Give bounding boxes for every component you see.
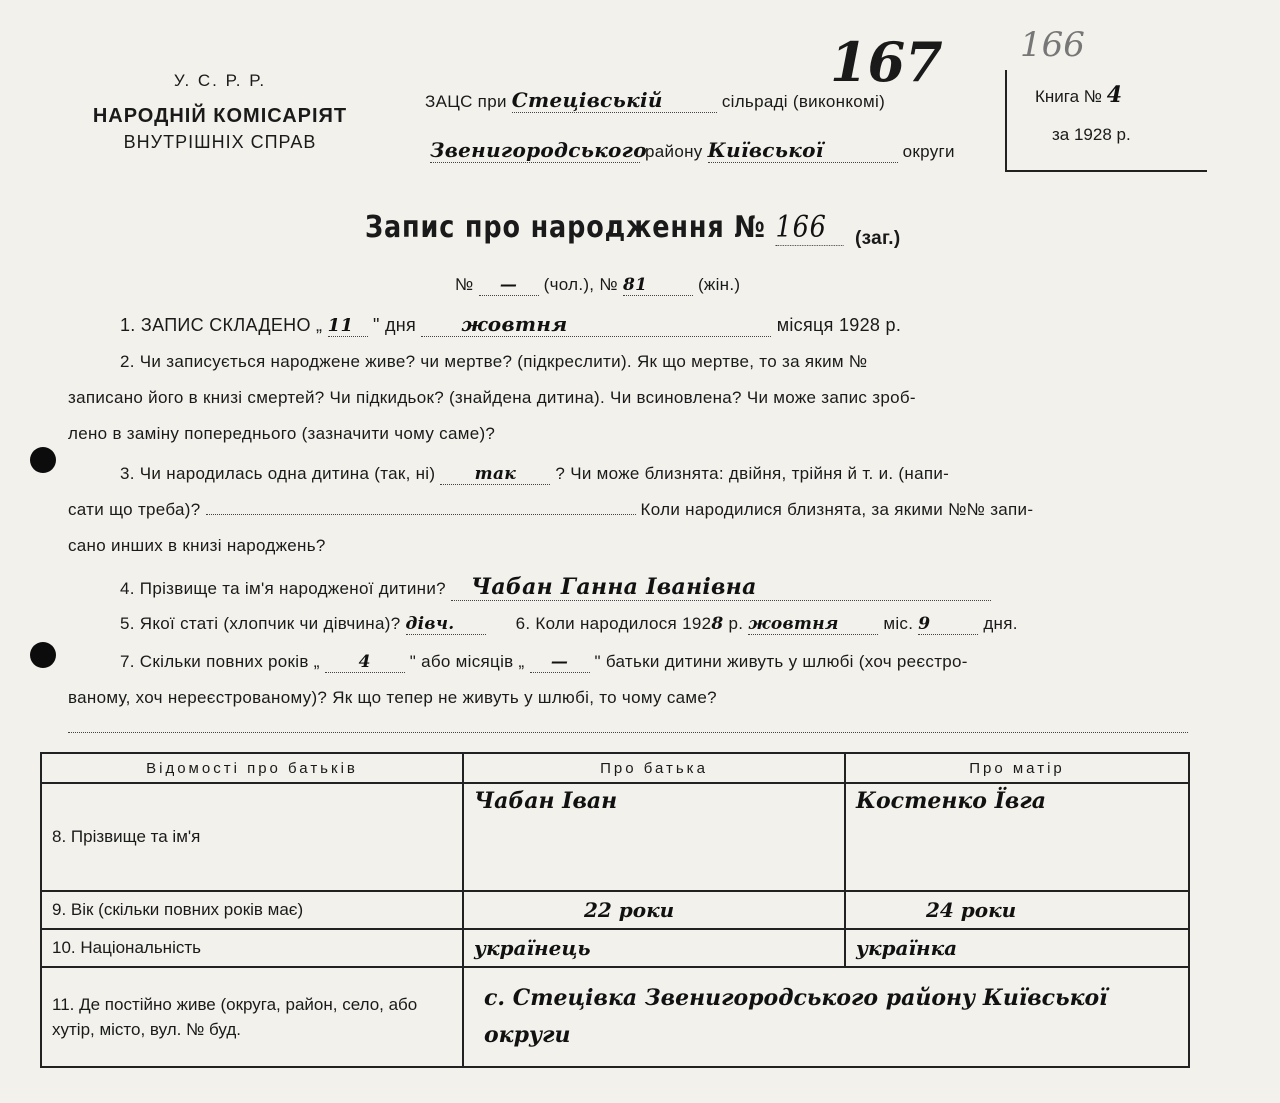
record-suffix: (заг.) [855, 228, 901, 249]
record-number: 166 [776, 210, 844, 246]
header-father: Про батька [463, 753, 845, 783]
no-label: № [455, 275, 474, 294]
book-year: за 1928 р. [1052, 125, 1131, 144]
q1-text: 1. ЗАПИС СКЛАДЕНО „ [120, 315, 323, 335]
q1-line [120, 312, 901, 337]
mother-name: Костенко Ївга [845, 783, 1189, 891]
residence: с. Стецівка Звенигородського району Київської округи [463, 967, 1189, 1067]
okrug-label: округи [902, 142, 955, 161]
commissariat-heading: НАРОДНІЙ КОМІСАРІЯТ [92, 104, 348, 127]
q6-dnia: дня. [983, 614, 1018, 633]
marriage-months: — [530, 652, 590, 673]
female-number: 81 [623, 275, 693, 296]
table-row [41, 891, 1189, 929]
q3-text-c: сати що треба)? [68, 500, 201, 519]
book-box [1005, 70, 1207, 172]
q3-line-b [68, 500, 1033, 520]
birth-year-digit: 8 [711, 614, 724, 634]
q2-line-a: 2. Чи записується народжене живе? чи мертве? (підкреслити). Як що мертве, то за яким № [120, 352, 868, 371]
father-age: 22 роки [463, 891, 845, 929]
usrr-heading: У. С. Р. Р. [173, 71, 267, 90]
q2-line-b: записано його в книзі смертей? Чи підкидьок? (знайдена дитина). Чи всиновлена? Чи може запис зроб- [68, 388, 916, 407]
mother-age: 24 роки [845, 891, 1189, 929]
row-label: 11. Де постійно живе (округа, район, село, або хутір, місто, вул. № буд. [41, 967, 463, 1067]
table-row [41, 929, 1189, 967]
table-row [41, 967, 1189, 1067]
zags-value: Стецівській [512, 88, 717, 113]
district-line [430, 138, 955, 163]
q1-month: жовтня [421, 312, 771, 337]
okrug-value: Київської [708, 138, 898, 163]
father-name: Чабан Іван [463, 783, 845, 891]
punch-hole [30, 642, 56, 668]
q4-line [120, 574, 991, 601]
q2-line-c: лено в заміну попереднього (зазначити чому саме)? [68, 424, 496, 443]
q5-label: 5. Якої статі (хлопчик чи дівчина)? [120, 614, 401, 633]
row-label: 10. Національність [41, 929, 463, 967]
book-label: Книга № [1035, 87, 1103, 106]
zags-prefix: ЗАЦС при [425, 92, 507, 111]
marriage-years: 4 [325, 652, 405, 673]
q7-text-b: " або місяців „ [409, 652, 525, 671]
header-parents-info: Відомості про батьків [41, 753, 463, 783]
issuer-block [70, 70, 370, 154]
header-mother: Про матір [845, 753, 1189, 783]
q7-line-a [120, 652, 968, 673]
q1-mid: " дня [372, 315, 417, 335]
male-number: — [479, 275, 539, 296]
q6-label: 6. Коли народилося 192 [515, 614, 712, 633]
q3-text-a: 3. Чи народилась одна дитина (так, ні) [120, 464, 436, 483]
record-title [365, 210, 844, 246]
q3-blank [206, 514, 636, 515]
row-label: 9. Вік (скільки повних років має) [41, 891, 463, 929]
male-label: (чол.), № [543, 275, 618, 294]
father-nationality: українець [463, 929, 845, 967]
q1-day: 11 [328, 315, 368, 337]
parents-table [40, 752, 1190, 1068]
page-number-pencil: 166 [1020, 25, 1085, 65]
q3-value: так [440, 464, 550, 485]
q6-mis: міс. [883, 614, 914, 633]
birth-month: жовтня [748, 614, 878, 635]
gender-numbers-line [455, 275, 740, 296]
district-value: Звенигородського [430, 138, 647, 162]
q3-line-a [120, 464, 949, 485]
blank-dotted-line [68, 732, 1188, 733]
q7-text-a: 7. Скільки повних років „ [120, 652, 320, 671]
internal-affairs-heading: ВНУТРІШНІХ СПРАВ [123, 131, 317, 152]
district-label: району [645, 142, 703, 161]
child-name: Чабан Ганна Іванівна [451, 574, 991, 601]
q5-q6-line [120, 614, 1018, 635]
q7-text-c: " батьки дитини живуть у шлюбі (хоч реєстро- [594, 652, 968, 671]
zags-suffix: сільраді (виконкомі) [721, 92, 886, 111]
q4-label: 4. Прізвище та ім'я народженої дитини? [120, 579, 446, 598]
birth-day: 9 [918, 614, 978, 635]
child-sex: дівч. [406, 614, 486, 635]
row-label: 8. Прізвище та ім'я [41, 783, 463, 891]
q3-text-b: ? Чи може близнята: двійня, трійня й т. и. (напи- [555, 464, 950, 483]
page-number-stamp: 167 [830, 30, 943, 94]
table-row [41, 783, 1189, 891]
q6-r: р. [728, 614, 744, 633]
q3-text-d: Коли народилися близнята, за якими №№ запи- [640, 500, 1034, 519]
female-label: (жін.) [697, 275, 741, 294]
zags-line [425, 88, 885, 113]
q1-end: місяця 1928 р. [776, 315, 902, 335]
mother-nationality: українка [845, 929, 1189, 967]
q7-line-b: ваному, хоч нереєстрованому)? Як що тепер не живуть у шлюбі, то чому саме? [68, 688, 717, 707]
record-title-text: Запис про народження № [365, 210, 766, 245]
book-number-row [1035, 82, 1122, 108]
punch-hole [30, 447, 56, 473]
q3-line-c: сано инших в книзі народжень? [68, 536, 326, 555]
table-header-row [41, 753, 1189, 783]
book-number: 4 [1106, 82, 1123, 108]
